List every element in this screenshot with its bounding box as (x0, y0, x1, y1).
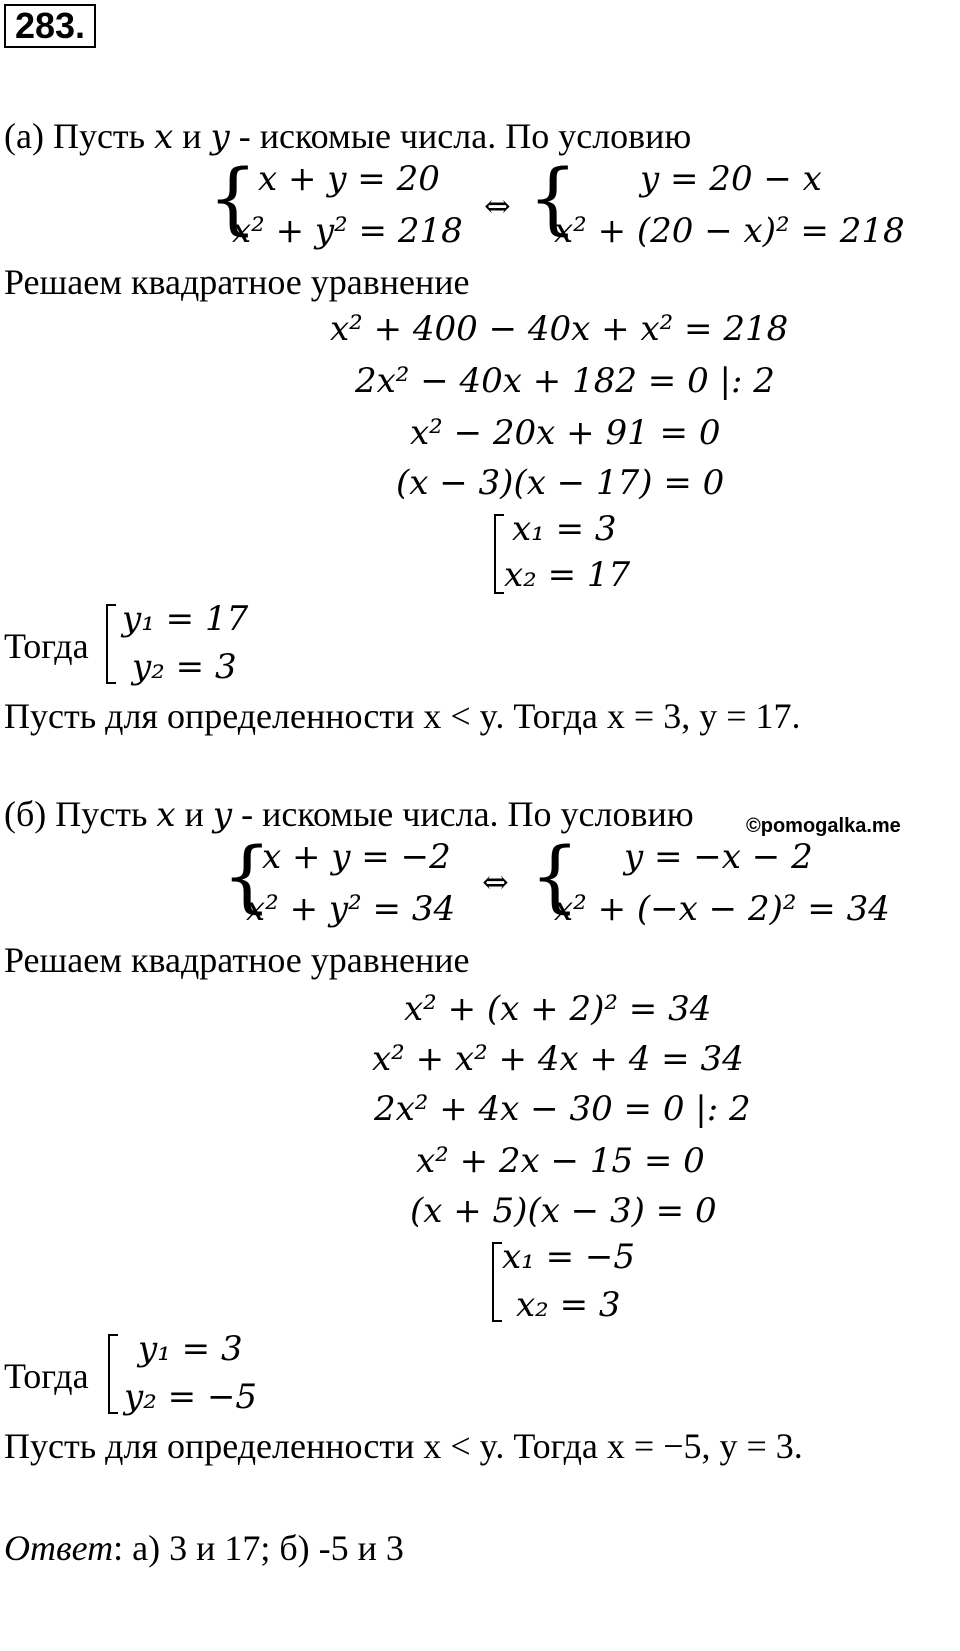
part-b-equation-5: (x + 5)(x − 3) = 0 (410, 1191, 717, 1231)
problem-number: 283. (4, 4, 96, 48)
part-b-root-2: x₂ = 3 (516, 1285, 621, 1325)
part-b-intro: (б) Пусть x и y - искомые числа. По условию (4, 794, 694, 835)
equivalence-sign: ⇔ (482, 863, 509, 901)
part-b-system1-line1: x + y = −2 (262, 837, 451, 877)
part-a-system1-line1: x + y = 20 (258, 159, 440, 199)
system-brace: { (222, 832, 272, 922)
part-b-system2-line1: y = −x − 2 (624, 837, 813, 877)
part-b-equation-4: x² + 2x − 15 = 0 (416, 1141, 705, 1181)
part-a-equation-4: (x − 3)(x − 17) = 0 (396, 463, 725, 503)
roots-bracket (494, 514, 504, 594)
part-a-conclusion: Пусть для определенности x < y. Тогда x = 3, y = 17. (4, 696, 801, 736)
part-a-intro: (а) Пусть x и y - искомые числа. По условию (4, 116, 692, 157)
part-b-then-label: Тогда (4, 1356, 89, 1396)
roots-bracket (492, 1242, 502, 1322)
part-b-equation-3: 2x² + 4x − 30 = 0 |: 2 (374, 1089, 751, 1129)
part-a-y1: y₁ = 17 (122, 599, 249, 639)
part-a-y2: y₂ = 3 (132, 647, 237, 687)
part-a-system2-line1: y = 20 − x (640, 159, 822, 199)
answer-text: : а) 3 и 17; б) -5 и 3 (113, 1528, 404, 1568)
part-a-solve-label: Решаем квадратное уравнение (4, 262, 470, 302)
answer-label: Ответ (4, 1528, 114, 1568)
part-a-equation-2: 2x² − 40x + 182 = 0 |: 2 (355, 361, 775, 401)
part-b-y2: y₂ = −5 (124, 1377, 258, 1417)
system-brace: { (208, 154, 258, 244)
part-b-root-1: x₁ = −5 (502, 1237, 636, 1277)
part-a-equation-1: x² + 400 − 40x + x² = 218 (330, 309, 789, 349)
part-b-system1-line2: x² + y² = 34 (246, 889, 456, 929)
system-brace: { (530, 832, 580, 922)
part-b-y1: y₁ = 3 (138, 1329, 243, 1369)
part-b-equation-1: x² + (x + 2)² = 34 (404, 989, 712, 1029)
equivalence-sign: ⇔ (484, 187, 511, 225)
watermark: ©pomogalka.me (746, 815, 901, 837)
answer-line (4, 1530, 404, 1566)
part-a-then-label: Тогда (4, 626, 89, 666)
part-b-solve-label: Решаем квадратное уравнение (4, 940, 470, 980)
part-a-system2-line2: x² + (20 − x)² = 218 (554, 211, 905, 251)
part-b-system2-line2: x² + (−x − 2)² = 34 (554, 889, 890, 929)
part-a-equation-3: x² − 20x + 91 = 0 (410, 413, 721, 453)
part-a-root-1: x₁ = 3 (512, 509, 617, 549)
y-roots-bracket (108, 1334, 118, 1414)
part-b-equation-2: x² + x² + 4x + 4 = 34 (372, 1039, 744, 1079)
system-brace: { (528, 154, 578, 244)
part-a-root-2: x₂ = 17 (504, 555, 631, 595)
y-roots-bracket (106, 604, 116, 684)
part-a-system1-line2: x² + y² = 218 (232, 211, 463, 251)
part-b-conclusion: Пусть для определенности x < y. Тогда x = −5, y = 3. (4, 1426, 803, 1466)
